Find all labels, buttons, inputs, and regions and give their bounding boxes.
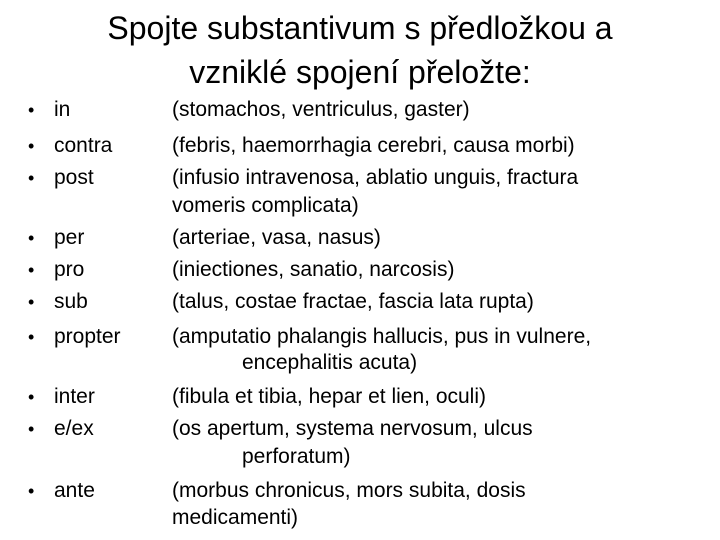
list-item [28, 478, 95, 504]
example-line-continued: medicamenti) [172, 506, 299, 529]
bullet-icon: • [28, 168, 35, 188]
bullet-icon: • [28, 100, 35, 120]
preposition: contra [54, 134, 113, 157]
example-line: (stomachos, ventriculus, gaster) [172, 98, 470, 121]
example-line: (febris, haemorrhagia cerebri, causa morbi) [172, 134, 575, 157]
preposition: per [54, 226, 85, 249]
example-line-continued: vomeris complicata) [172, 194, 359, 217]
preposition: ante [54, 479, 95, 502]
example-line: (arteriae, vasa, nasus) [172, 226, 381, 249]
preposition: e/ex [54, 417, 94, 440]
preposition: in [54, 98, 71, 121]
example-line: (iniectiones, sanatio, narcosis) [172, 258, 455, 281]
preposition: pro [54, 258, 85, 281]
list-item [28, 97, 70, 123]
bullet-icon: • [28, 136, 35, 156]
example-line: (fibula et tibia, hepar et lien, oculi) [172, 385, 487, 408]
bullet-icon: • [28, 260, 35, 280]
preposition: inter [54, 385, 95, 408]
example-line: (infusio intravenosa, ablatio unguis, fractura [172, 166, 579, 189]
preposition: post [54, 166, 94, 189]
title-line-1: Spojte substantivum s předložkou a [107, 10, 613, 46]
list-item [28, 289, 88, 315]
example-line-continued: perforatum) [242, 445, 351, 468]
example-line-continued: encephalitis acuta) [242, 351, 418, 374]
bullet-icon: • [28, 481, 35, 501]
example-line: (morbus chronicus, mors subita, dosis [172, 479, 526, 502]
example-line: (os apertum, systema nervosum, ulcus [172, 417, 533, 440]
bullet-icon: • [28, 387, 35, 407]
list-item [28, 324, 121, 350]
list-item [28, 416, 94, 442]
slide-title [40, 6, 680, 94]
preposition: propter [54, 325, 121, 348]
bullet-icon: • [28, 327, 35, 347]
example-line: (talus, costae fractae, fascia lata rupta) [172, 290, 534, 313]
preposition: sub [54, 290, 88, 313]
list-item [28, 384, 95, 410]
example-line: (amputatio phalangis hallucis, pus in vulnere, [172, 325, 592, 348]
list-item [28, 165, 94, 191]
title-line-2: vzniklé spojení přeložte: [189, 54, 531, 90]
list-item [28, 257, 84, 283]
bullet-icon: • [28, 292, 35, 312]
bullet-icon: • [28, 228, 35, 248]
list-item [28, 133, 112, 159]
bullet-icon: • [28, 419, 35, 439]
list-item [28, 225, 84, 251]
